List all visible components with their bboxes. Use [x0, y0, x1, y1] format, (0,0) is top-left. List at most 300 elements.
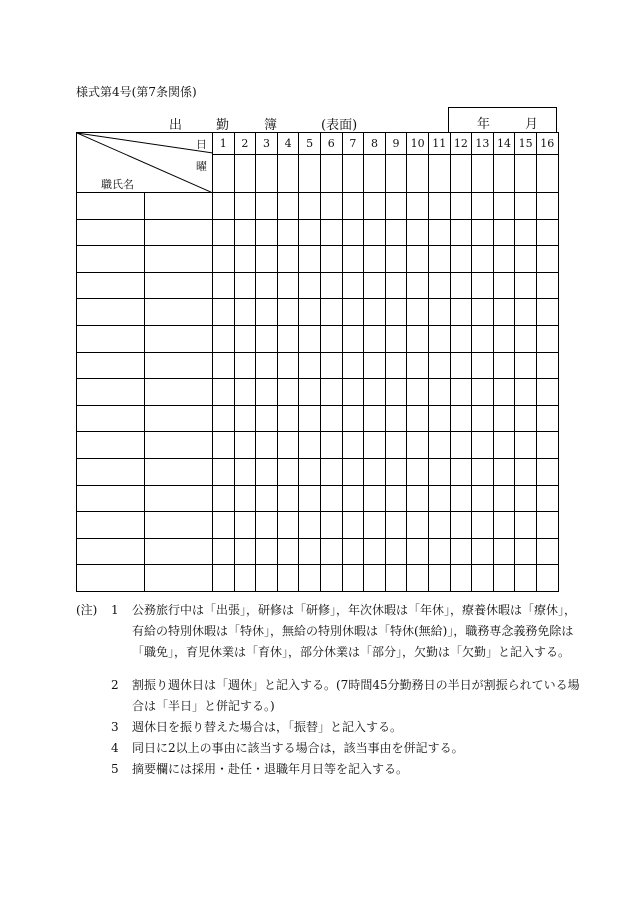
attendance-cell[interactable] — [385, 299, 407, 326]
attendance-cell[interactable] — [493, 299, 515, 326]
attendance-cell[interactable] — [364, 325, 386, 352]
attendance-cell[interactable] — [256, 512, 278, 539]
attendance-cell[interactable] — [234, 219, 256, 246]
attendance-cell[interactable] — [234, 565, 256, 592]
position-cell[interactable] — [77, 272, 145, 299]
attendance-cell[interactable] — [450, 432, 472, 459]
attendance-cell[interactable] — [536, 538, 558, 565]
attendance-cell[interactable] — [234, 512, 256, 539]
attendance-cell[interactable] — [256, 485, 278, 512]
attendance-cell[interactable] — [450, 485, 472, 512]
attendance-cell[interactable] — [364, 299, 386, 326]
attendance-cell[interactable] — [536, 246, 558, 273]
attendance-cell[interactable] — [299, 405, 321, 432]
attendance-cell[interactable] — [299, 458, 321, 485]
attendance-cell[interactable] — [472, 352, 494, 379]
name-cell[interactable] — [145, 485, 213, 512]
attendance-cell[interactable] — [320, 485, 342, 512]
attendance-cell[interactable] — [472, 458, 494, 485]
attendance-cell[interactable] — [515, 352, 537, 379]
attendance-cell[interactable] — [428, 432, 450, 459]
attendance-cell[interactable] — [536, 512, 558, 539]
attendance-cell[interactable] — [256, 565, 278, 592]
attendance-cell[interactable] — [515, 485, 537, 512]
attendance-cell[interactable] — [299, 246, 321, 273]
name-cell[interactable] — [145, 325, 213, 352]
attendance-cell[interactable] — [256, 432, 278, 459]
attendance-cell[interactable] — [256, 246, 278, 273]
attendance-cell[interactable] — [536, 405, 558, 432]
attendance-cell[interactable] — [342, 405, 364, 432]
attendance-cell[interactable] — [407, 299, 429, 326]
attendance-cell[interactable] — [299, 299, 321, 326]
attendance-cell[interactable] — [256, 219, 278, 246]
attendance-cell[interactable] — [234, 193, 256, 220]
day-number-cell: 7 — [342, 133, 364, 155]
attendance-cell[interactable] — [407, 458, 429, 485]
attendance-cell[interactable] — [234, 325, 256, 352]
attendance-cell[interactable] — [428, 193, 450, 220]
attendance-cell[interactable] — [320, 219, 342, 246]
attendance-cell[interactable] — [342, 485, 364, 512]
weekday-cell[interactable] — [342, 155, 364, 193]
attendance-cell[interactable] — [515, 538, 537, 565]
attendance-cell[interactable] — [213, 432, 235, 459]
weekday-cell[interactable] — [234, 155, 256, 193]
attendance-cell[interactable] — [472, 432, 494, 459]
name-cell[interactable] — [145, 193, 213, 220]
position-cell[interactable] — [77, 246, 145, 273]
title-char-3: 簿 — [264, 118, 278, 133]
attendance-cell[interactable] — [213, 219, 235, 246]
attendance-cell[interactable] — [277, 432, 299, 459]
attendance-cell[interactable] — [472, 405, 494, 432]
attendance-cell[interactable] — [320, 432, 342, 459]
attendance-cell[interactable] — [256, 405, 278, 432]
attendance-cell[interactable] — [256, 379, 278, 406]
attendance-cell[interactable] — [299, 193, 321, 220]
attendance-cell[interactable] — [320, 565, 342, 592]
attendance-cell[interactable] — [407, 193, 429, 220]
attendance-cell[interactable] — [256, 272, 278, 299]
attendance-cell[interactable] — [428, 379, 450, 406]
attendance-cell[interactable] — [472, 325, 494, 352]
weekday-cell[interactable] — [299, 155, 321, 193]
weekday-cell[interactable] — [428, 155, 450, 193]
attendance-cell[interactable] — [428, 405, 450, 432]
attendance-cell[interactable] — [385, 405, 407, 432]
attendance-cell[interactable] — [450, 246, 472, 273]
position-cell[interactable] — [77, 565, 145, 592]
attendance-cell[interactable] — [342, 325, 364, 352]
attendance-cell[interactable] — [256, 352, 278, 379]
attendance-cell[interactable] — [234, 299, 256, 326]
attendance-cell[interactable] — [450, 405, 472, 432]
attendance-cell[interactable] — [277, 246, 299, 273]
attendance-cell[interactable] — [256, 325, 278, 352]
name-cell[interactable] — [145, 272, 213, 299]
attendance-cell[interactable] — [536, 432, 558, 459]
attendance-cell[interactable] — [450, 272, 472, 299]
attendance-cell[interactable] — [450, 538, 472, 565]
attendance-cell[interactable] — [493, 512, 515, 539]
attendance-cell[interactable] — [407, 485, 429, 512]
attendance-cell[interactable] — [493, 458, 515, 485]
attendance-cell[interactable] — [364, 272, 386, 299]
attendance-cell[interactable] — [493, 193, 515, 220]
attendance-cell[interactable] — [515, 299, 537, 326]
attendance-cell[interactable] — [320, 325, 342, 352]
attendance-cell[interactable] — [428, 458, 450, 485]
attendance-cell[interactable] — [515, 272, 537, 299]
attendance-cell[interactable] — [407, 219, 429, 246]
attendance-cell[interactable] — [213, 538, 235, 565]
weekday-cell[interactable] — [450, 155, 472, 193]
note-number: 4 — [111, 741, 119, 755]
attendance-cell[interactable] — [342, 512, 364, 539]
attendance-cell[interactable] — [342, 458, 364, 485]
attendance-cell[interactable] — [234, 538, 256, 565]
attendance-cell[interactable] — [213, 565, 235, 592]
attendance-cell[interactable] — [536, 458, 558, 485]
position-cell[interactable] — [77, 193, 145, 220]
attendance-cell[interactable] — [385, 458, 407, 485]
attendance-cell[interactable] — [364, 458, 386, 485]
position-cell[interactable] — [77, 432, 145, 459]
attendance-cell[interactable] — [472, 565, 494, 592]
attendance-cell[interactable] — [472, 246, 494, 273]
attendance-cell[interactable] — [277, 538, 299, 565]
attendance-cell[interactable] — [234, 379, 256, 406]
attendance-cell[interactable] — [277, 379, 299, 406]
attendance-cell[interactable] — [515, 193, 537, 220]
attendance-cell[interactable] — [450, 458, 472, 485]
attendance-cell[interactable] — [450, 219, 472, 246]
attendance-cell[interactable] — [364, 512, 386, 539]
attendance-cell[interactable] — [515, 432, 537, 459]
name-cell[interactable] — [145, 405, 213, 432]
attendance-cell[interactable] — [299, 219, 321, 246]
weekday-cell[interactable] — [256, 155, 278, 193]
attendance-cell[interactable] — [256, 538, 278, 565]
attendance-cell[interactable] — [234, 485, 256, 512]
weekday-cell[interactable] — [213, 155, 235, 193]
attendance-cell[interactable] — [364, 405, 386, 432]
weekday-cell[interactable] — [320, 155, 342, 193]
attendance-cell[interactable] — [407, 565, 429, 592]
weekday-cell[interactable] — [364, 155, 386, 193]
attendance-cell[interactable] — [213, 272, 235, 299]
attendance-cell[interactable] — [493, 246, 515, 273]
attendance-cell[interactable] — [342, 432, 364, 459]
day-number-cell: 10 — [407, 133, 429, 155]
attendance-cell[interactable] — [277, 272, 299, 299]
attendance-cell[interactable] — [407, 538, 429, 565]
attendance-cell[interactable] — [364, 485, 386, 512]
weekday-cell[interactable] — [407, 155, 429, 193]
title-side-label: (表面) — [321, 118, 358, 133]
attendance-cell[interactable] — [320, 193, 342, 220]
attendance-cell[interactable] — [364, 565, 386, 592]
attendance-cell[interactable] — [493, 272, 515, 299]
attendance-cell[interactable] — [407, 246, 429, 273]
attendance-cell[interactable] — [407, 325, 429, 352]
attendance-cell[interactable] — [234, 352, 256, 379]
attendance-cell[interactable] — [472, 379, 494, 406]
attendance-cell[interactable] — [234, 405, 256, 432]
position-cell[interactable] — [77, 485, 145, 512]
attendance-cell[interactable] — [277, 352, 299, 379]
attendance-cell[interactable] — [299, 352, 321, 379]
table-row — [77, 458, 559, 485]
attendance-cell[interactable] — [450, 193, 472, 220]
note-number: 5 — [111, 762, 119, 776]
attendance-cell[interactable] — [515, 512, 537, 539]
attendance-cell[interactable] — [385, 512, 407, 539]
attendance-cell[interactable] — [536, 193, 558, 220]
attendance-cell[interactable] — [213, 512, 235, 539]
attendance-cell[interactable] — [213, 299, 235, 326]
name-cell[interactable] — [145, 299, 213, 326]
attendance-cell[interactable] — [536, 485, 558, 512]
attendance-cell[interactable] — [515, 379, 537, 406]
attendance-cell[interactable] — [256, 458, 278, 485]
attendance-cell[interactable] — [385, 272, 407, 299]
attendance-cell[interactable] — [536, 352, 558, 379]
attendance-table — [76, 132, 559, 592]
attendance-cell[interactable] — [277, 325, 299, 352]
attendance-cell[interactable] — [277, 512, 299, 539]
attendance-cell[interactable] — [472, 219, 494, 246]
attendance-cell[interactable] — [277, 219, 299, 246]
name-cell[interactable] — [145, 352, 213, 379]
attendance-cell[interactable] — [364, 432, 386, 459]
attendance-cell[interactable] — [515, 246, 537, 273]
attendance-cell[interactable] — [472, 299, 494, 326]
attendance-cell[interactable] — [493, 379, 515, 406]
attendance-cell[interactable] — [234, 458, 256, 485]
attendance-cell[interactable] — [407, 512, 429, 539]
weekday-cell[interactable] — [385, 155, 407, 193]
note-text: 公務旅行中は「出張」，研修は「研修」，年次休暇は「年休」，療養休暇は「療休」，有給の特別休暇は「特休」，無給の特別休暇は「特休(無給)」，職務専念義務免除は「職免」，育児休業は「育休」，部分休業は「部分」，欠勤は「欠勤」と記入する。 — [132, 603, 577, 659]
attendance-cell[interactable] — [342, 299, 364, 326]
position-cell[interactable] — [77, 512, 145, 539]
attendance-cell[interactable] — [320, 538, 342, 565]
attendance-cell[interactable] — [277, 193, 299, 220]
weekday-cell[interactable] — [472, 155, 494, 193]
weekday-cell[interactable] — [536, 155, 558, 193]
attendance-cell[interactable] — [385, 565, 407, 592]
attendance-cell[interactable] — [364, 219, 386, 246]
attendance-cell[interactable] — [385, 352, 407, 379]
position-cell[interactable] — [77, 299, 145, 326]
position-cell[interactable] — [77, 458, 145, 485]
attendance-cell[interactable] — [342, 352, 364, 379]
attendance-cell[interactable] — [299, 485, 321, 512]
attendance-cell[interactable] — [320, 352, 342, 379]
name-cell[interactable] — [145, 512, 213, 539]
position-cell[interactable] — [77, 352, 145, 379]
attendance-cell[interactable] — [385, 193, 407, 220]
attendance-cell[interactable] — [385, 485, 407, 512]
attendance-cell[interactable] — [299, 565, 321, 592]
attendance-cell[interactable] — [234, 246, 256, 273]
weekday-cell[interactable] — [515, 155, 537, 193]
attendance-cell[interactable] — [299, 538, 321, 565]
attendance-cell[interactable] — [364, 352, 386, 379]
attendance-cell[interactable] — [342, 538, 364, 565]
position-cell[interactable] — [77, 379, 145, 406]
weekday-cell[interactable] — [493, 155, 515, 193]
attendance-cell[interactable] — [320, 272, 342, 299]
attendance-cell[interactable] — [320, 246, 342, 273]
attendance-cell[interactable] — [515, 458, 537, 485]
year-label: 年 — [477, 117, 491, 132]
attendance-cell[interactable] — [299, 512, 321, 539]
attendance-cell[interactable] — [385, 538, 407, 565]
attendance-cell[interactable] — [407, 379, 429, 406]
attendance-cell[interactable] — [493, 538, 515, 565]
position-cell[interactable] — [77, 405, 145, 432]
attendance-cell[interactable] — [428, 272, 450, 299]
attendance-cell[interactable] — [320, 512, 342, 539]
attendance-cell[interactable] — [385, 325, 407, 352]
attendance-cell[interactable] — [277, 565, 299, 592]
attendance-cell[interactable] — [493, 485, 515, 512]
attendance-cell[interactable] — [277, 405, 299, 432]
attendance-cell[interactable] — [342, 272, 364, 299]
day-number-cell: 16 — [536, 133, 558, 155]
name-cell[interactable] — [145, 246, 213, 273]
attendance-cell[interactable] — [428, 352, 450, 379]
attendance-cell[interactable] — [536, 219, 558, 246]
attendance-cell[interactable] — [493, 432, 515, 459]
attendance-cell[interactable] — [364, 538, 386, 565]
attendance-cell[interactable] — [277, 299, 299, 326]
attendance-cell[interactable] — [493, 405, 515, 432]
attendance-cell[interactable] — [536, 379, 558, 406]
attendance-cell[interactable] — [407, 405, 429, 432]
attendance-cell[interactable] — [428, 219, 450, 246]
attendance-cell[interactable] — [536, 325, 558, 352]
attendance-cell[interactable] — [213, 485, 235, 512]
name-cell[interactable] — [145, 432, 213, 459]
attendance-cell[interactable] — [320, 405, 342, 432]
attendance-cell[interactable] — [320, 379, 342, 406]
attendance-cell[interactable] — [493, 352, 515, 379]
attendance-cell[interactable] — [536, 565, 558, 592]
attendance-cell[interactable] — [493, 565, 515, 592]
attendance-cell[interactable] — [515, 565, 537, 592]
attendance-cell[interactable] — [428, 299, 450, 326]
attendance-cell[interactable] — [493, 219, 515, 246]
attendance-cell[interactable] — [299, 325, 321, 352]
table-row — [77, 246, 559, 273]
title-char-2: 勤 — [216, 118, 230, 133]
attendance-cell[interactable] — [450, 299, 472, 326]
attendance-cell[interactable] — [428, 485, 450, 512]
attendance-cell[interactable] — [213, 246, 235, 273]
attendance-cell[interactable] — [213, 379, 235, 406]
attendance-cell[interactable] — [515, 405, 537, 432]
attendance-cell[interactable] — [385, 432, 407, 459]
attendance-cell[interactable] — [428, 512, 450, 539]
attendance-cell[interactable] — [299, 432, 321, 459]
attendance-cell[interactable] — [234, 432, 256, 459]
attendance-cell[interactable] — [472, 193, 494, 220]
attendance-cell[interactable] — [364, 379, 386, 406]
attendance-cell[interactable] — [342, 246, 364, 273]
attendance-cell[interactable] — [536, 272, 558, 299]
name-cell[interactable] — [145, 219, 213, 246]
attendance-cell[interactable] — [407, 432, 429, 459]
attendance-cell[interactable] — [515, 219, 537, 246]
attendance-cell[interactable] — [385, 379, 407, 406]
name-cell[interactable] — [145, 379, 213, 406]
attendance-cell[interactable] — [407, 272, 429, 299]
position-cell[interactable] — [77, 325, 145, 352]
name-cell[interactable] — [145, 538, 213, 565]
attendance-cell[interactable] — [342, 219, 364, 246]
attendance-cell[interactable] — [450, 512, 472, 539]
attendance-cell[interactable] — [472, 272, 494, 299]
attendance-cell[interactable] — [493, 325, 515, 352]
attendance-cell[interactable] — [364, 193, 386, 220]
attendance-cell[interactable] — [234, 272, 256, 299]
attendance-cell[interactable] — [299, 272, 321, 299]
attendance-cell[interactable] — [450, 325, 472, 352]
attendance-cell[interactable] — [256, 299, 278, 326]
attendance-cell[interactable] — [428, 325, 450, 352]
name-cell[interactable] — [145, 565, 213, 592]
attendance-cell[interactable] — [213, 325, 235, 352]
attendance-cell[interactable] — [342, 193, 364, 220]
attendance-cell[interactable] — [277, 458, 299, 485]
attendance-cell[interactable] — [536, 299, 558, 326]
attendance-cell[interactable] — [213, 458, 235, 485]
attendance-cell[interactable] — [515, 325, 537, 352]
attendance-cell[interactable] — [213, 352, 235, 379]
attendance-cell[interactable] — [364, 246, 386, 273]
attendance-cell[interactable] — [299, 379, 321, 406]
attendance-cell[interactable] — [428, 538, 450, 565]
attendance-cell[interactable] — [342, 565, 364, 592]
attendance-cell[interactable] — [428, 565, 450, 592]
attendance-cell[interactable] — [472, 512, 494, 539]
attendance-cell[interactable] — [277, 485, 299, 512]
attendance-cell[interactable] — [342, 379, 364, 406]
attendance-cell[interactable] — [320, 458, 342, 485]
attendance-cell[interactable] — [428, 246, 450, 273]
attendance-cell[interactable] — [450, 565, 472, 592]
attendance-cell[interactable] — [472, 485, 494, 512]
attendance-cell[interactable] — [213, 193, 235, 220]
table-row — [77, 565, 559, 592]
position-cell[interactable] — [77, 219, 145, 246]
attendance-cell[interactable] — [213, 405, 235, 432]
attendance-cell[interactable] — [385, 219, 407, 246]
attendance-cell[interactable] — [472, 538, 494, 565]
attendance-cell[interactable] — [407, 352, 429, 379]
attendance-cell[interactable] — [256, 193, 278, 220]
attendance-cell[interactable] — [320, 299, 342, 326]
attendance-cell[interactable] — [450, 379, 472, 406]
attendance-cell[interactable] — [385, 246, 407, 273]
attendance-cell[interactable] — [450, 352, 472, 379]
name-cell[interactable] — [145, 458, 213, 485]
position-cell[interactable] — [77, 538, 145, 565]
weekday-cell[interactable] — [277, 155, 299, 193]
